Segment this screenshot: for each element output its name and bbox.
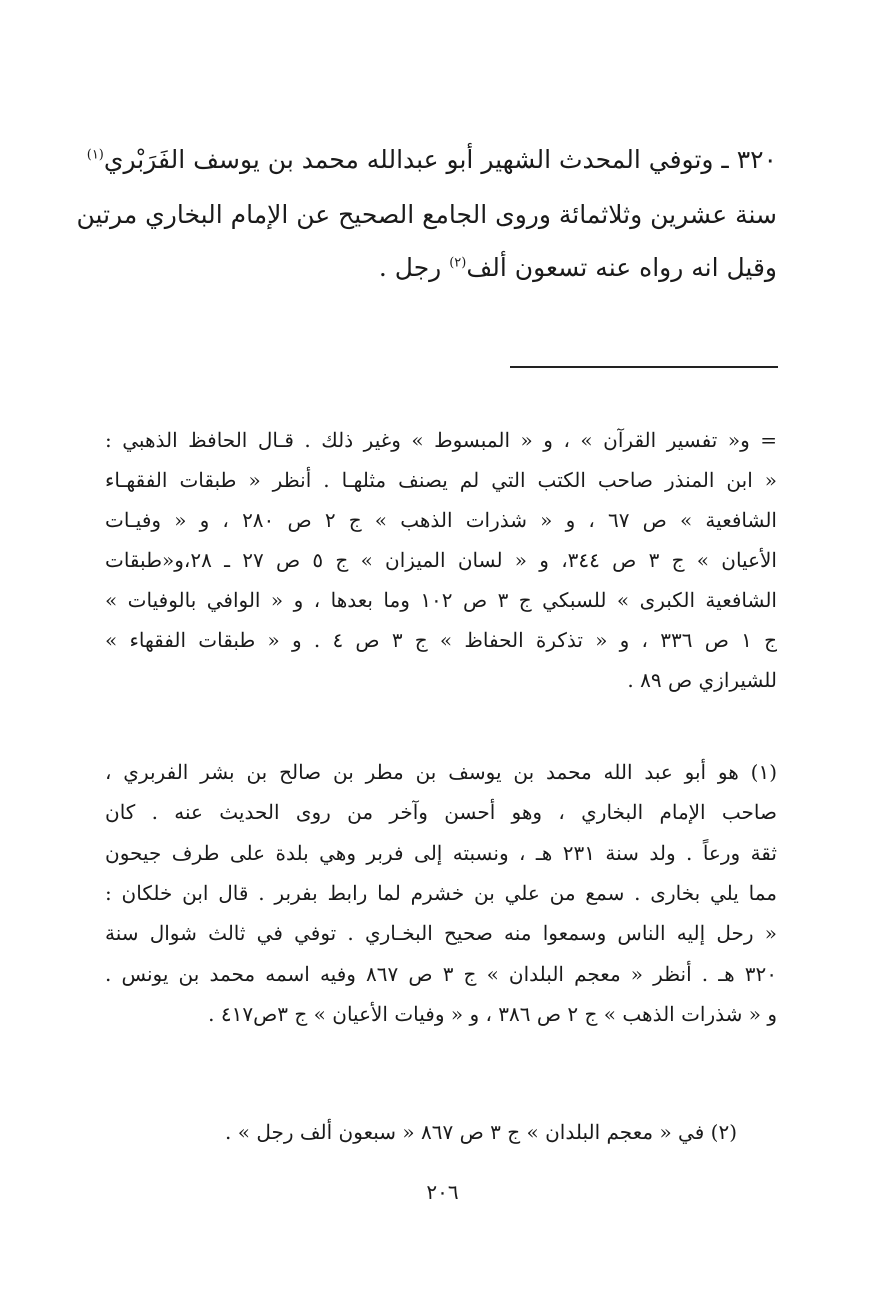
footnote-line: « رحل إليه الناس وسمعوا منه صحيح البخـاري . توفي في ثالث شوال سنة	[105, 921, 777, 945]
footnote-line: صاحب الإمام البخاري ، وهو أحسن وآخر من روى الحديث عنه . كان	[105, 800, 777, 824]
main-line-2: سنة عشرين وثلاثمائة وروى الجامع الصحيح عن الإمام البخاري مرتين	[76, 200, 777, 229]
main-line-3: وقيل انه رواه عنه تسعون ألف$^{(٢)}$ رجل .	[378, 253, 777, 282]
note-line: للشيرازي ص ٨٩ .	[627, 668, 777, 692]
footnote-separator	[510, 366, 778, 368]
note-line: الشافعية » ص ٦٧ ، و « شذرات الذهب » ج ٢ ص ٢٨٠ ، و « وفيـات	[105, 508, 777, 532]
note-line: « ابن المنذر صاحب الكتب التي لم يصنف مثلهـا . أنظر « طبقات الفقهـاء	[105, 468, 777, 492]
footnote-ref-1: (١)	[86, 147, 104, 163]
note-line: الشافعية الكبرى » للسبكي ج ٣ ص ١٠٢ وما بعدها ، و « الوافي بالوفيات »	[105, 588, 777, 612]
footnote-line: ٣٢٠ هـ . أنظر « معجم البلدان » ج ٣ ص ٨٦٧ وفيه اسمه محمد بن يونس .	[105, 962, 778, 986]
main-line-1: ٣٢٠ ـ وتوفي المحدث الشهير أبو عبدالله محمد بن يوسف الفَرَبْري$^{(١)}$	[86, 145, 777, 174]
note-line: = و« تفسير القرآن » ، و « المبسوط » وغير ذلك . قـال الحافظ الذهبي :	[105, 428, 777, 452]
footnote-ref-2: (٢)	[449, 255, 467, 271]
page-number: ٢٠٦	[426, 1180, 459, 1204]
footnote-line: (١) هو أبو عبد الله محمد بن يوسف بن مطر بن صالح بن بشر الفربري ،	[105, 760, 777, 784]
footnote-line: مما يلي بخارى . سمع من علي بن خشرم لما رابط بفربر . قال ابن خلكان :	[105, 881, 777, 905]
footnote-line: و « شذرات الذهب » ج ٢ ص ٣٨٦ ، و « وفيات الأعيان » ج ٣ص٤١٧ .	[208, 1002, 777, 1026]
footnote-line: ثقة ورعاً . ولد سنة ٢٣١ هـ ، ونسبته إلى فربر وهي بلدة على طرف جيحون	[105, 841, 777, 865]
note-line: ج ١ ص ٣٣٦ ، و « تذكرة الحفاظ » ج ٣ ص ٤ . و « طبقات الفقهاء »	[105, 628, 777, 652]
footnote-line: (٢) في « معجم البلدان » ج ٣ ص ٨٦٧ « سبعون ألف رجل » .	[225, 1120, 737, 1144]
note-line: الأعيان » ج ٣ ص ٣٤٤، و « لسان الميزان » ج ٥ ص ٢٧ ـ ٢٨،و«طبقات	[105, 548, 777, 572]
